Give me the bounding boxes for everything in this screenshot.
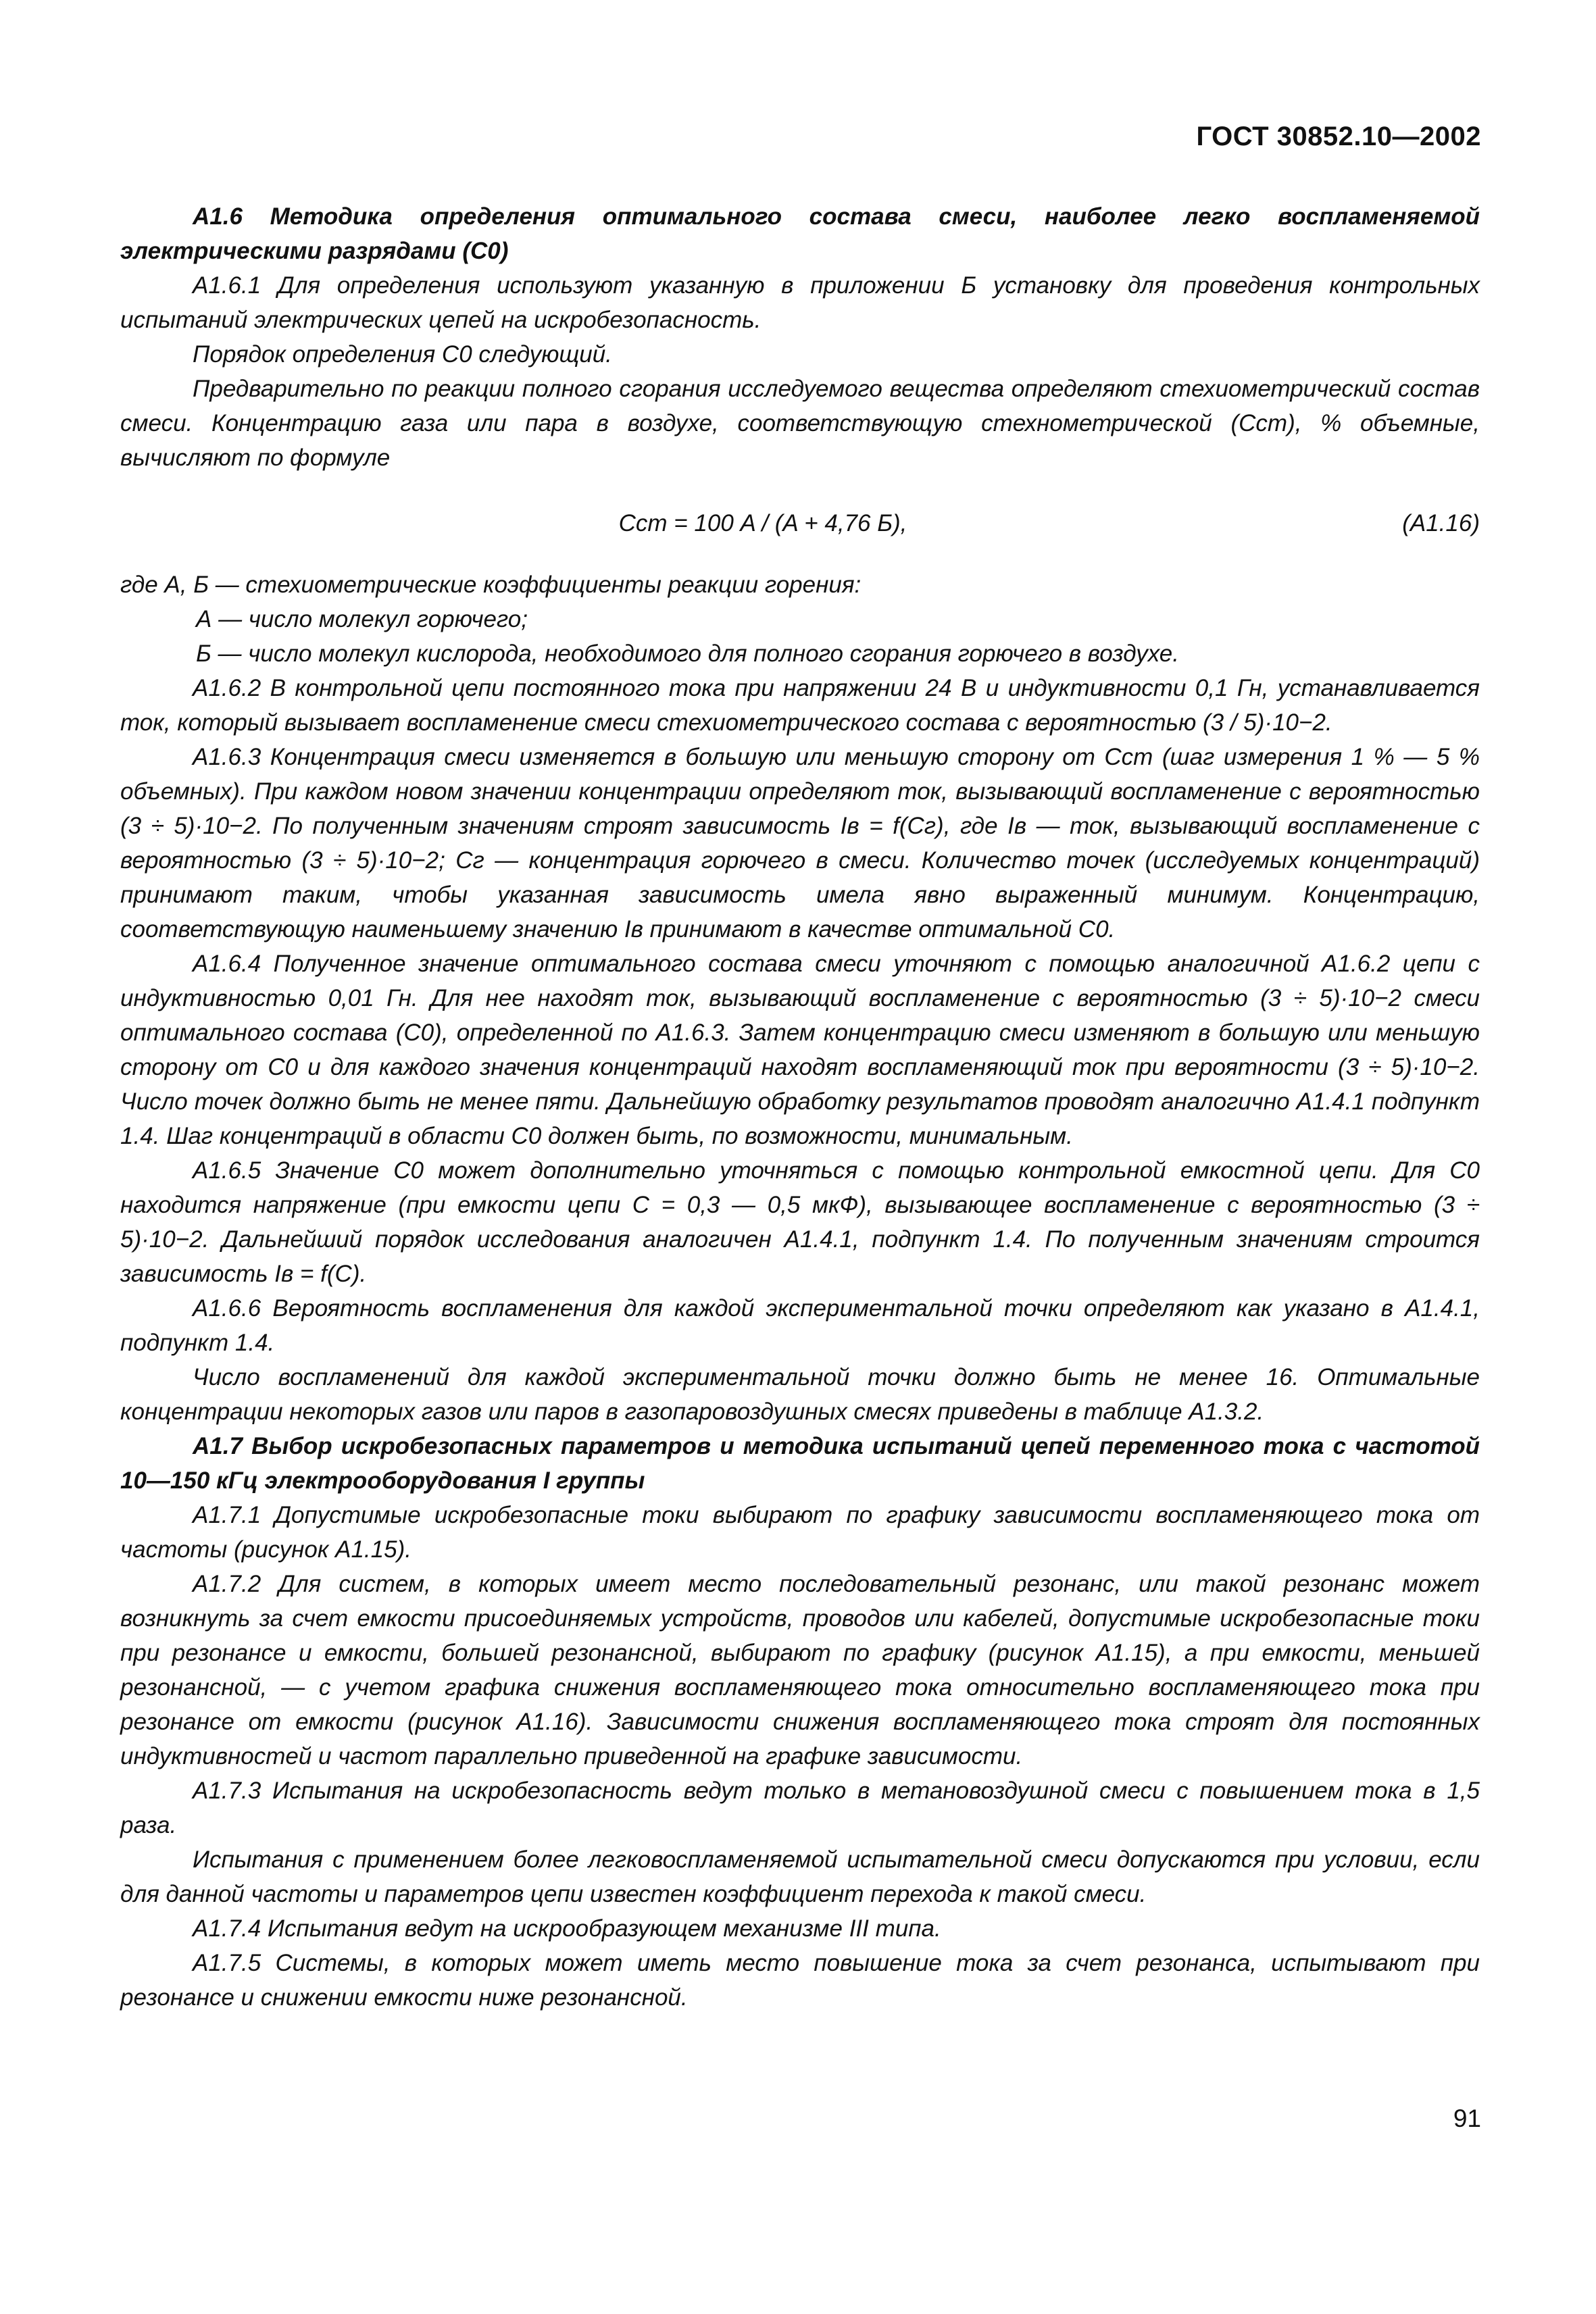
paragraph-a1-6-5: А1.6.5 Значение C0 может дополнительно уточняться с помощью контрольной емкостной цепи. Для C0 находится напряжение (при емкости цепи C = 0,3 — 0,5 мкФ), вызывающее воспламенение с вероятностью (3 ÷ 5)·10−2. Дальнейший порядок исследования аналогичен А1.4.1, подпункт 1.4. По полученным значениям строится зависимость Iв = f(C).	[120, 1157, 1480, 1287]
paragraph-ignitions-count: Число воспламенений для каждой экспериментальной точки должно быть не менее 16. Оптимальные концентрации некоторых газов или паров в газопаровоздушных смесях приведены в таблице А1.3.2.	[120, 1364, 1480, 1425]
equation-number: (А1.16)	[1402, 510, 1480, 536]
section-heading-a1-7: А1.7 Выбор искробезопасных параметров и методика испытаний цепей переменного тока с частотой 10—150 кГц электрооборудования I группы	[120, 1433, 1480, 1494]
paragraph-a1-6-1: А1.6.1 Для определения используют указанную в приложении Б установку для проведения контрольных испытаний электрических цепей на искробезопасность.	[120, 272, 1480, 333]
paragraph-a1-6-6: А1.6.6 Вероятность воспламенения для каждой экспериментальной точки определяют как указано в А1.4.1, подпункт 1.4.	[120, 1295, 1480, 1356]
paragraph-a1-7-4: А1.7.4 Испытания ведут на искрообразующем механизме III типа.	[193, 1915, 941, 1942]
paragraph-a1-7-3: А1.7.3 Испытания на искробезопасность ведут только в метановоздушной смеси с повышением тока в 1,5 раза.	[120, 1778, 1480, 1838]
paragraph-a1-7-1: А1.7.1 Допустимые искробезопасные токи выбирают по графику зависимости воспламеняющего тока от частоты (рисунок А1.15).	[120, 1502, 1480, 1563]
definition-b: Б — число молекул кислорода, необходимого для полного сгорания горючего в воздухе.	[196, 640, 1179, 667]
definition-a: А — число молекул горючего;	[196, 606, 528, 632]
formula-block	[120, 506, 1480, 540]
formula-a1-16: Cст = 100 A / (A + 4,76 Б),	[618, 510, 907, 536]
section-heading-a1-6: А1.6 Методика определения оптимального состава смеси, наиболее легко воспламеняемой электрическими разрядами (C0)	[120, 203, 1480, 264]
paragraph-a1-7-2: А1.7.2 Для систем, в которых имеет место последовательный резонанс, или такой резонанс может возникнуть за счет емкости присоединяемых устройств, проводов или кабелей, допустимые искробезопасные токи при резонансе и емкости, большей резонансной, выбирают по графику (рисунок А1.15), а при емкости, меньшей резонансной, — с учетом графика снижения воспламеняющего тока относительно воспламеняющего тока при резонансе от емкости (рисунок А1.16). Зависимости снижения воспламеняющего тока строят для постоянных индуктивностей и частот параллельно приведенной на графике зависимости.	[120, 1571, 1480, 1769]
paragraph-test-mixture: Испытания с применением более легковоспламеняемой испытательной смеси допускаются при условии, если для данной частоты и параметров цепи известен коэффициент перехода к такой смеси.	[120, 1846, 1480, 1907]
paragraph-a1-6-2: А1.6.2 В контрольной цепи постоянного тока при напряжении 24 В и индуктивности 0,1 Гн, устанавливается ток, который вызывает воспламенение смеси стехиометрического состава с вероятностью (3 / 5)·10−2.	[120, 675, 1480, 736]
page-number: 91	[1453, 2105, 1481, 2132]
paragraph-stoichiometric: Предварительно по реакции полного сгорания исследуемого вещества определяют стехиометрический состав смеси. Концентрацию газа или пара в воздухе, соответствующую стехнометрической (Cст), % объемные, вычисляют по формуле	[120, 376, 1480, 471]
paragraph-a1-7-5: А1.7.5 Системы, в которых может иметь место повышение тока за счет резонанса, испытывают при резонансе и снижении емкости ниже резонансной.	[120, 1950, 1480, 2011]
formula-where-clause: где А, Б — стехиометрические коэффициенты реакции горения:	[120, 572, 862, 598]
document-body	[120, 199, 1480, 2015]
document-id-header: ГОСТ 30852.10—2002	[1196, 122, 1481, 151]
paragraph-a1-6-4: А1.6.4 Полученное значение оптимального состава смеси уточняют с помощью аналогичной А1.6.2 цепи с индуктивностью 0,01 Гн. Для нее находят ток, вызывающий воспламенение с вероятностью (3 ÷ 5)·10−2 смеси оптимального состава (C0), определенной по А1.6.3. Затем концентрацию смеси изменяют в большую или меньшую сторону от C0 и для каждого значения концентраций находят воспламеняющий ток при вероятности (3 ÷ 5)·10−2. Число точек должно быть не менее пяти. Дальнейшую обработку результатов проводят аналогично А1.4.1 подпункт 1.4. Шаг концентраций в области C0 должен быть, по возможности, минимальным.	[120, 951, 1480, 1149]
paragraph-c0-order: Порядок определения C0 следующий.	[193, 341, 612, 368]
paragraph-a1-6-3: А1.6.3 Концентрация смеси изменяется в большую или меньшую сторону от Cст (шаг измерения 1 % — 5 % объемных). При каждом новом значении концентрации определяют ток, вызывающий воспламенение с вероятностью (3 ÷ 5)·10−2. По полученным значениям строят зависимость Iв = f(Cг), где Iв — ток, вызывающий воспламенение с вероятностью (3 ÷ 5)·10−2; Cг — концентрация горючего в смеси. Количество точек (исследуемых концентраций) принимают таким, чтобы указанная зависимость имела явно выраженный минимум. Концентрацию, соответствующую наименьшему значению Iв принимают в качестве оптимальной C0.	[120, 744, 1480, 942]
